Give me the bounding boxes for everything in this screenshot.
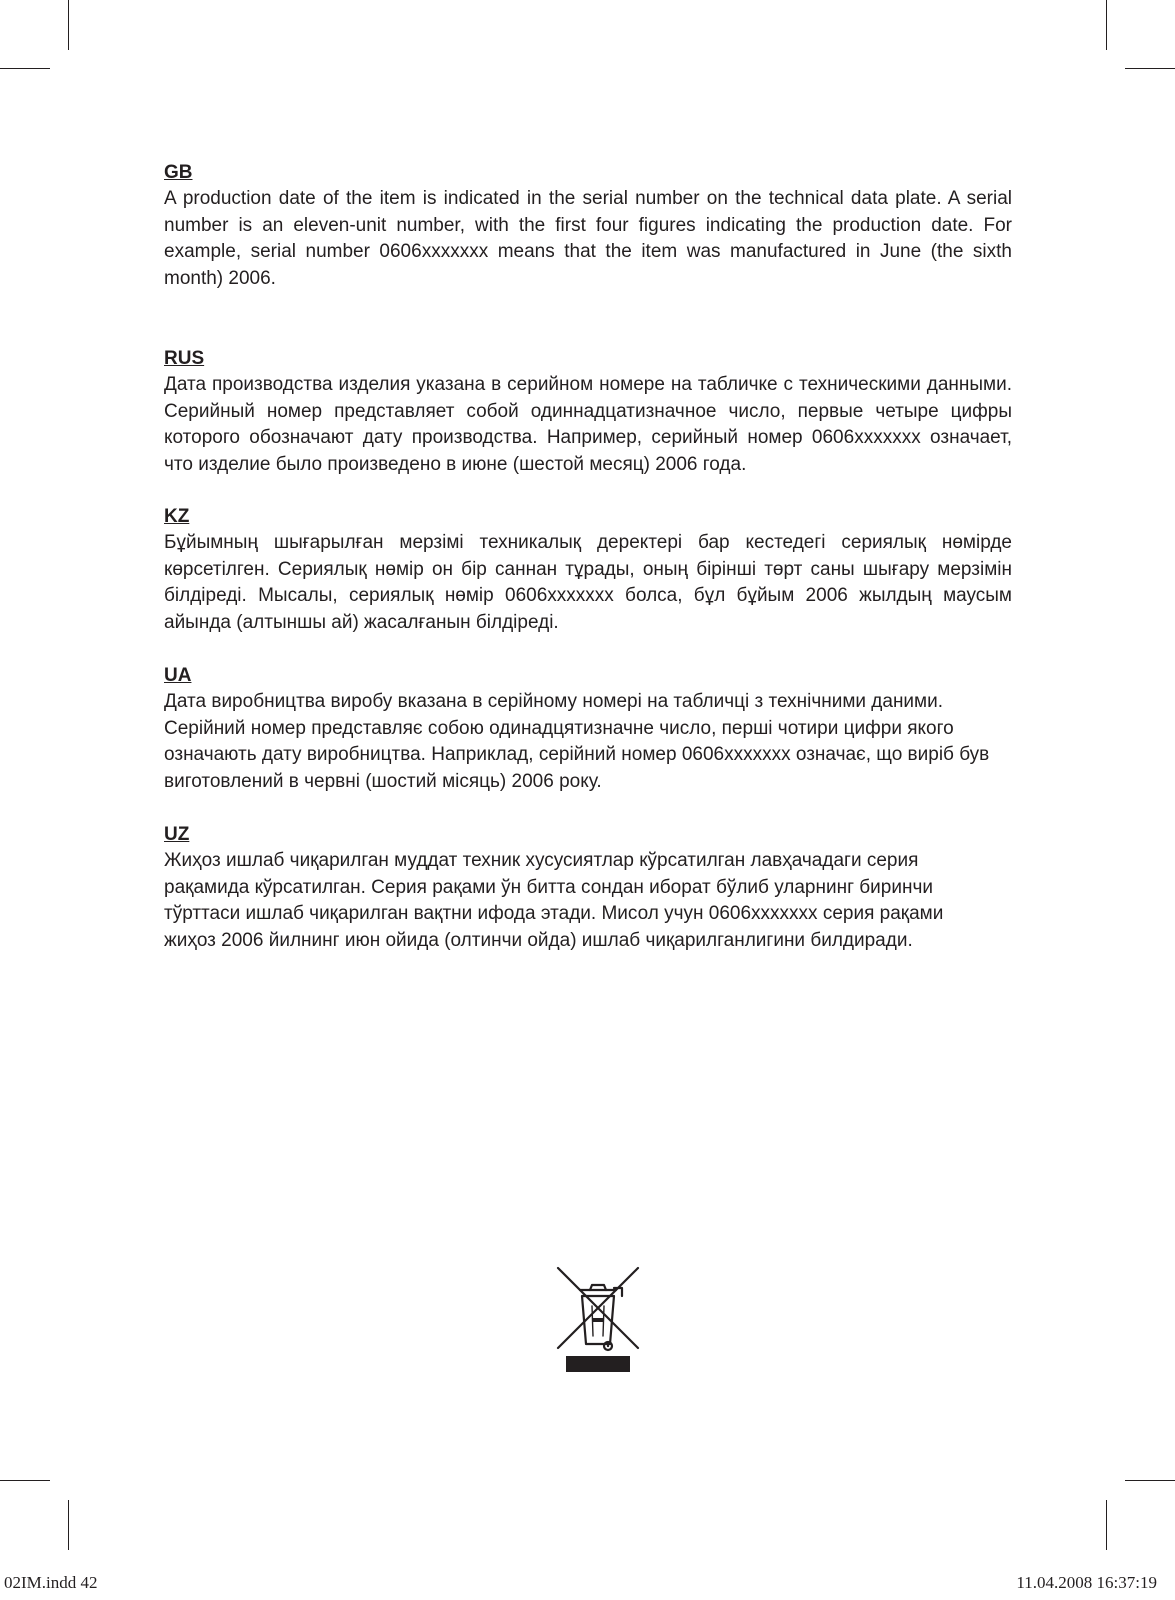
section-gb: [164, 160, 1012, 292]
language-code-ua: UA: [164, 665, 192, 686]
paragraph-kz: Бұйымның шығарылған мерзімі техникалық деректері бар кестедегі сериялық нөмірде көрсетілген. Сериялық нөмір он бір саннан тұрады, оның бірінші төрт саны шығару мерзімін білдіреді. Мысалы, сериялық нөмір 0606xxxxxxx болса, бұл бұйым 2006 жылдың маусым айында (алтыншы ай) жасалғанын білдіреді.: [164, 532, 1012, 633]
crop-mark-bottom-left-horizontal: [0, 1480, 50, 1481]
slug-file-info: 02IM.indd 42: [4, 1573, 98, 1592]
section-rus: [164, 346, 1012, 478]
paragraph-rus: Дата производства изделия указана в серийном номере на табличке с техническими данными. Серийный номер представляет собой одиннадцатизначное число, первые четыре цифры которого обозначают дату производства. Например, серийный номер 0606xxxxxxx означает, что изделие было произведено в июне (шестой месяц) 2006 года.: [164, 374, 1012, 475]
slug-date-time: 11.04.2008 16:37:19: [1016, 1573, 1157, 1592]
section-ua: [164, 663, 1012, 795]
crop-mark-bottom-left-vertical: [68, 1500, 69, 1550]
paragraph-uz-line: жиҳоз 2006 йилнинг июн ойида (олтинчи ойда) ишлаб чиқарилганлигини билдиради.: [164, 929, 913, 951]
language-code-uz: UZ: [164, 824, 190, 845]
crop-mark-top-right-vertical: [1106, 0, 1107, 50]
section-kz: [164, 504, 1012, 636]
crop-mark-bottom-right-vertical: [1106, 1500, 1107, 1550]
crop-mark-top-left-horizontal: [0, 68, 50, 69]
paragraph-gb: A production date of the item is indicated in the serial number on the technical data plate. A serial number is an eleven-unit number, with the first four figures indicating the production date. For example, serial number 0606xxxxxxx means that the item was manufactured in June (the sixth month) 2006.: [164, 188, 1012, 289]
crop-mark-top-right-horizontal: [1125, 68, 1175, 69]
weee-crossed-out-bin-icon: [556, 1266, 640, 1376]
paragraph-uz-line: Жиҳоз ишлаб чиқарилган муддат техник хусусиятлар кўрсатилган лавҳачадаги серия: [164, 850, 919, 871]
paragraph-ua: Дата виробництва виробу вказана в серійному номері на табличці з технічними даними. Серійний номер представляє собою одинадцятизначне число, перші чотири цифри якого означають дату виробництва. Наприклад, серійний номер 0606xxxxxxx означає, що виріб був виготовлений в червні (шостий місяць) 2006 року.: [164, 691, 990, 792]
crop-mark-top-left-vertical: [68, 0, 69, 50]
crop-mark-bottom-right-horizontal: [1125, 1480, 1175, 1481]
language-code-gb: GB: [164, 162, 193, 183]
language-code-rus: RUS: [164, 348, 205, 369]
paragraph-uz-line: тўрттаси ишлаб чиқарилган вақтни ифода этади. Мисол учун 0606xxxxxxx серия рақами: [164, 903, 944, 924]
section-uz: [164, 822, 1012, 954]
paragraph-uz-line: рақамида кўрсатилган. Серия рақами ўн битта сондан иборат бўлиб уларнинг биринчи: [164, 876, 933, 898]
language-code-kz: KZ: [164, 506, 190, 527]
